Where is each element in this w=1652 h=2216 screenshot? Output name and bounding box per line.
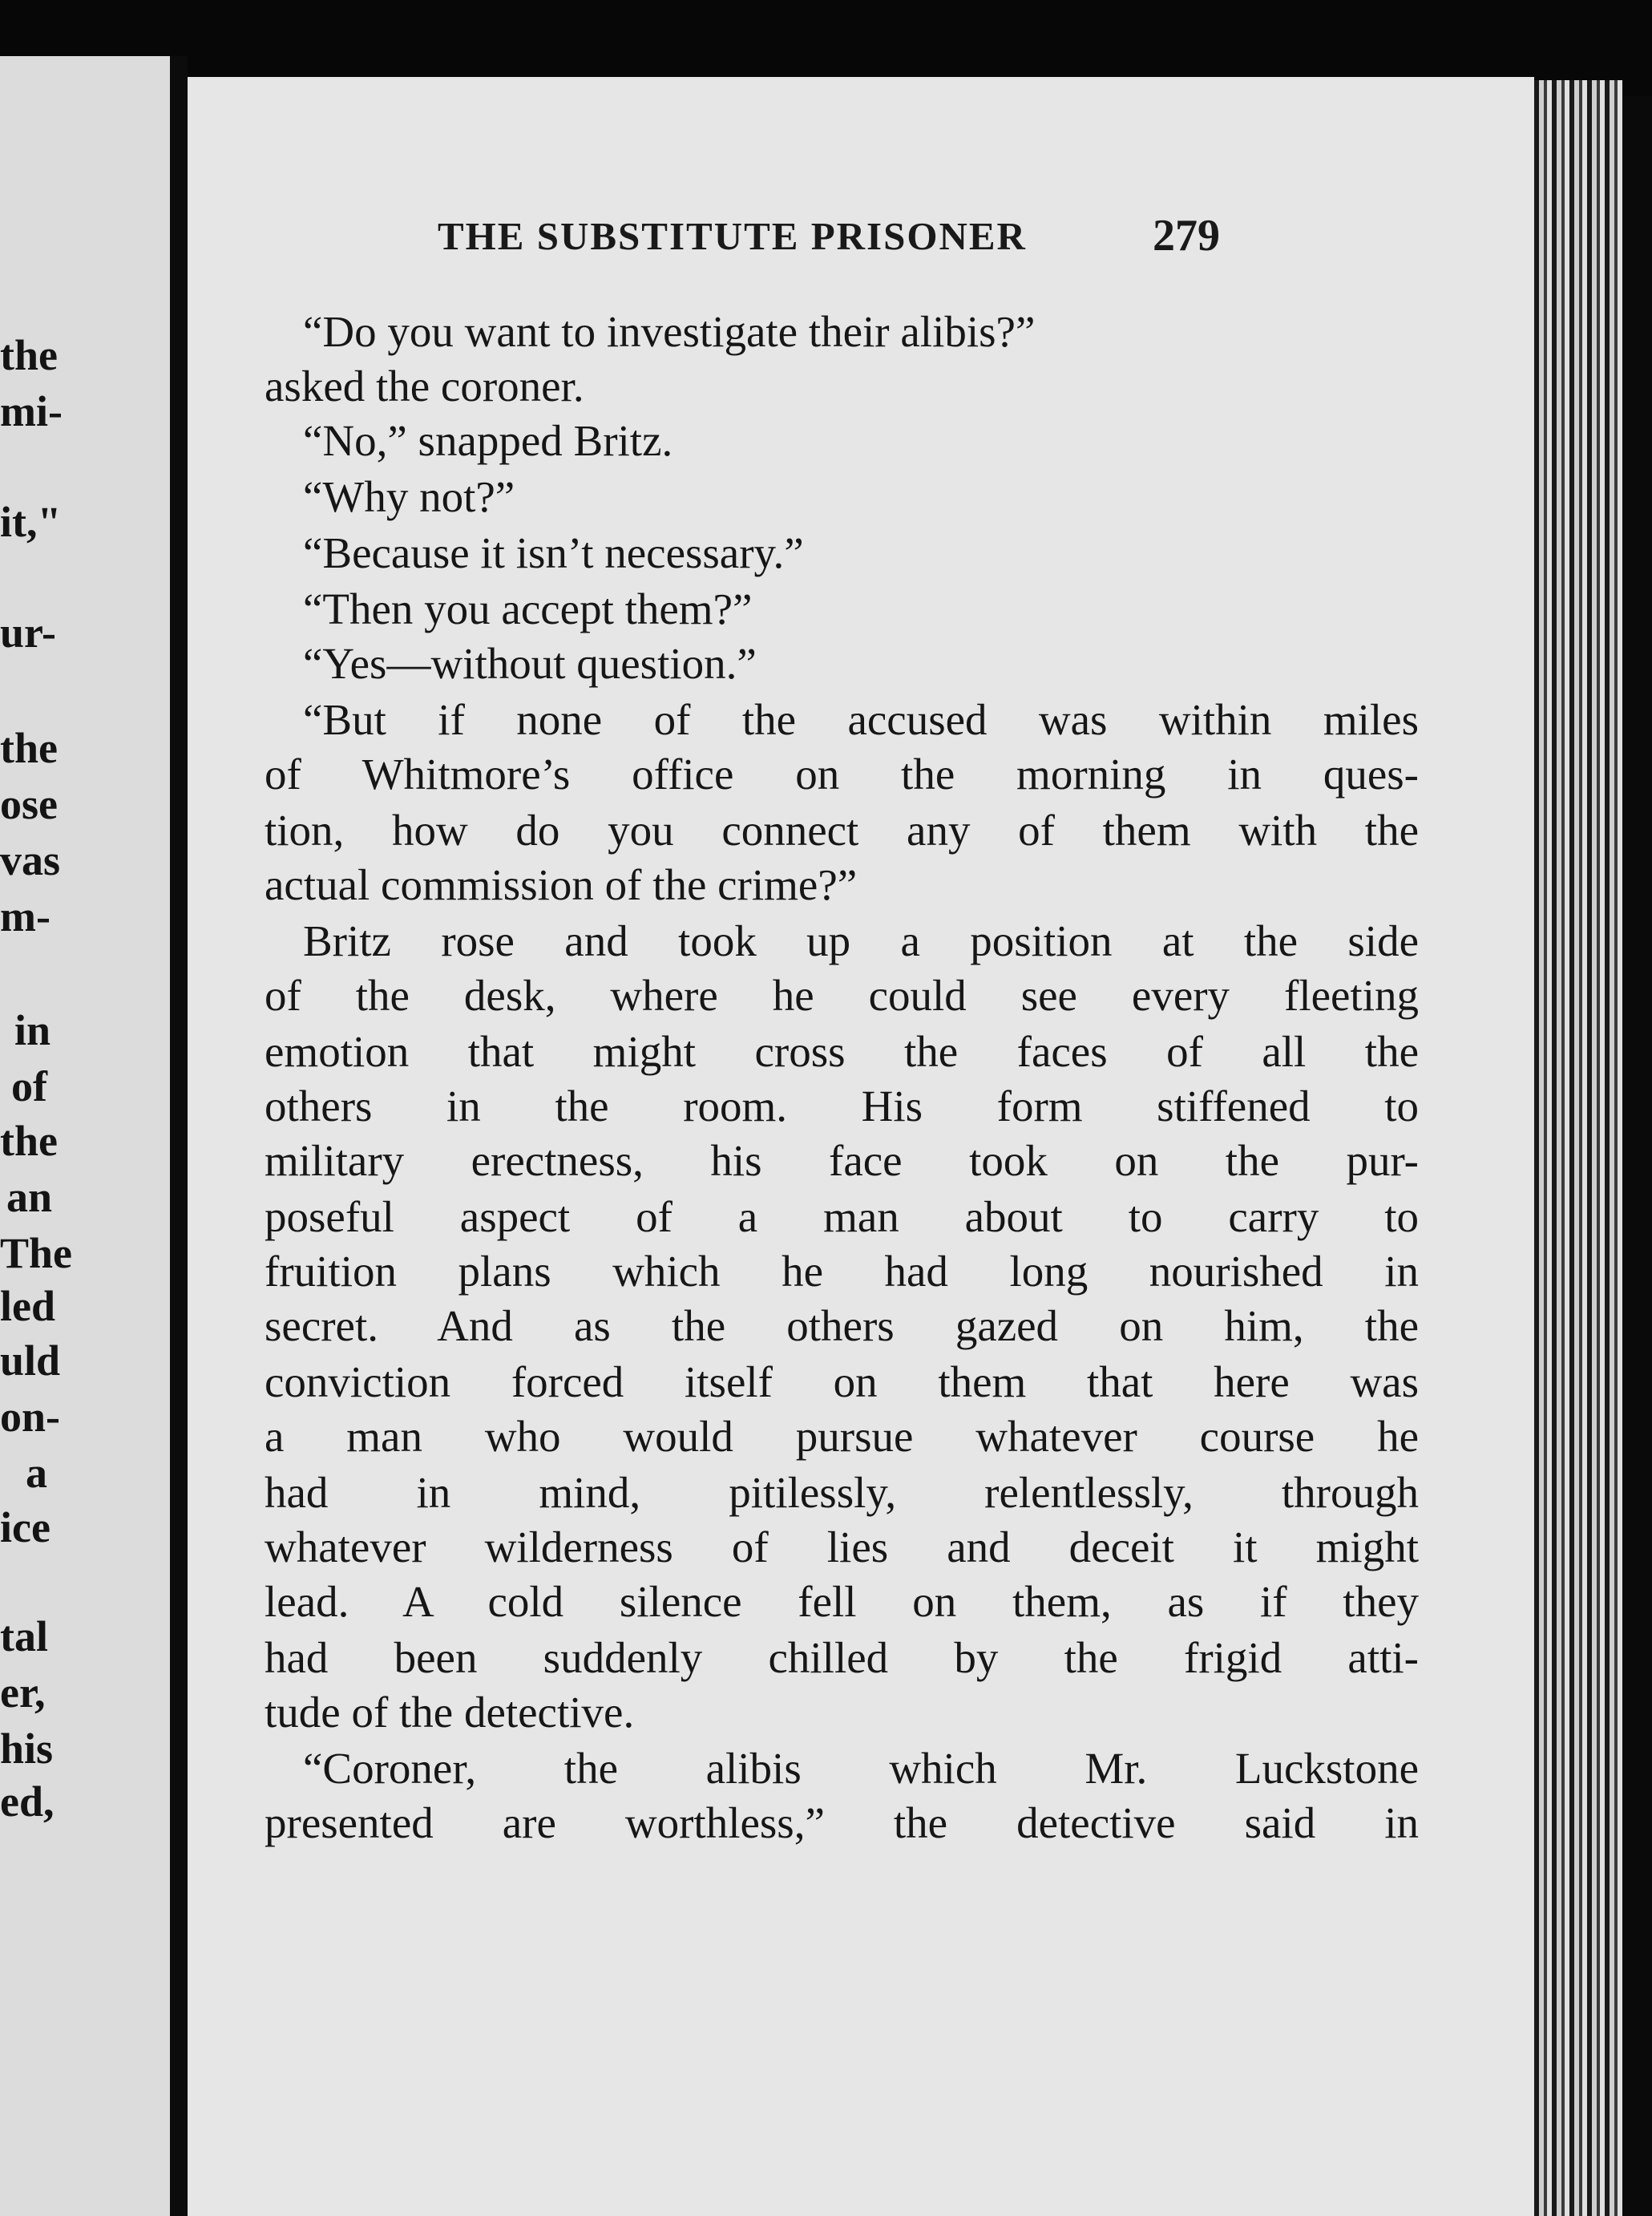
facing-line: ice	[0, 1503, 50, 1551]
facing-line: it,"	[0, 498, 62, 546]
facing-line: a	[26, 1449, 47, 1497]
running-head	[188, 213, 1534, 269]
text-line: “Do you want to investigate their alibis?”	[303, 307, 1036, 356]
facing-line: uld	[0, 1336, 61, 1385]
text-line: of Whitmore’s office on the morning in ques-	[265, 750, 1419, 799]
text-line: actual commission of the crime?”	[265, 860, 858, 909]
facing-line: his	[0, 1725, 54, 1773]
facing-line: er,	[0, 1668, 46, 1717]
text-line: had been suddenly chilled by the frigid atti-	[265, 1633, 1419, 1682]
facing-line: vas	[0, 836, 61, 884]
text-line: “Coroner, the alibis which Mr. Luckstone	[303, 1744, 1419, 1793]
text-line: emotion that might cross the faces of all the	[265, 1027, 1419, 1076]
text-line: had in mind, pitilessly, relentlessly, through	[265, 1468, 1419, 1517]
text-line: “But if none of the accused was within miles	[303, 695, 1419, 744]
text-line: “Because it isn’t necessary.”	[303, 528, 804, 577]
text-line: a man who would pursue whatever course he	[265, 1412, 1419, 1461]
text-line: poseful aspect of a man about to carry to	[265, 1192, 1419, 1241]
facing-line: ose	[0, 780, 58, 828]
text-line: tion, how do you connect any of them with the	[265, 806, 1419, 855]
facing-line: tal	[0, 1612, 48, 1660]
text-line: “No,” snapped Britz.	[303, 416, 673, 465]
running-head-title: THE SUBSTITUTE PRISONER	[438, 214, 1027, 258]
facing-line: of	[11, 1062, 47, 1110]
text-line: others in the room. His form stiffened to	[265, 1082, 1419, 1130]
text-line: secret. And as the others gazed on him, the	[265, 1301, 1419, 1350]
facing-line: mi-	[0, 387, 63, 435]
text-line: Britz rose and took up a position at the side	[303, 916, 1419, 965]
facing-line: ed,	[0, 1777, 55, 1826]
facing-line: the	[0, 331, 58, 379]
text-line: whatever wilderness of lies and deceit it might	[265, 1522, 1419, 1571]
text-line: of the desk, where he could see every fleeting	[265, 971, 1419, 1020]
text-line: “Why not?”	[303, 472, 515, 521]
text-line: “Then you accept them?”	[303, 584, 753, 633]
facing-line: on-	[0, 1393, 61, 1441]
text-line: asked the coroner.	[265, 362, 584, 410]
facing-line: in	[14, 1006, 51, 1054]
page-edges	[1534, 80, 1622, 2216]
facing-page	[0, 56, 170, 2216]
facing-line: The	[0, 1229, 73, 1277]
text-line: conviction forced itself on them that here was	[265, 1357, 1419, 1406]
facing-line: led	[0, 1282, 56, 1330]
text-line: tude of the detective.	[265, 1688, 635, 1737]
facing-line: an	[6, 1173, 53, 1221]
scan-border-right	[1622, 96, 1652, 2216]
text-line: fruition plans which he had long nourished in	[265, 1247, 1419, 1296]
book-gutter	[170, 56, 188, 2216]
text-line: presented are worthless,” the detective said in	[265, 1798, 1419, 1847]
page-number: 279	[1153, 211, 1220, 261]
facing-line: the	[0, 724, 58, 772]
text-line: lead. A cold silence fell on them, as if they	[265, 1577, 1419, 1626]
facing-line: the	[0, 1117, 58, 1165]
facing-line: m-	[0, 892, 50, 940]
book-page	[188, 77, 1534, 2216]
facing-line: ur-	[0, 609, 56, 657]
text-line: military erectness, his face took on the pur-	[265, 1136, 1419, 1185]
text-line: “Yes—without question.”	[303, 639, 757, 688]
